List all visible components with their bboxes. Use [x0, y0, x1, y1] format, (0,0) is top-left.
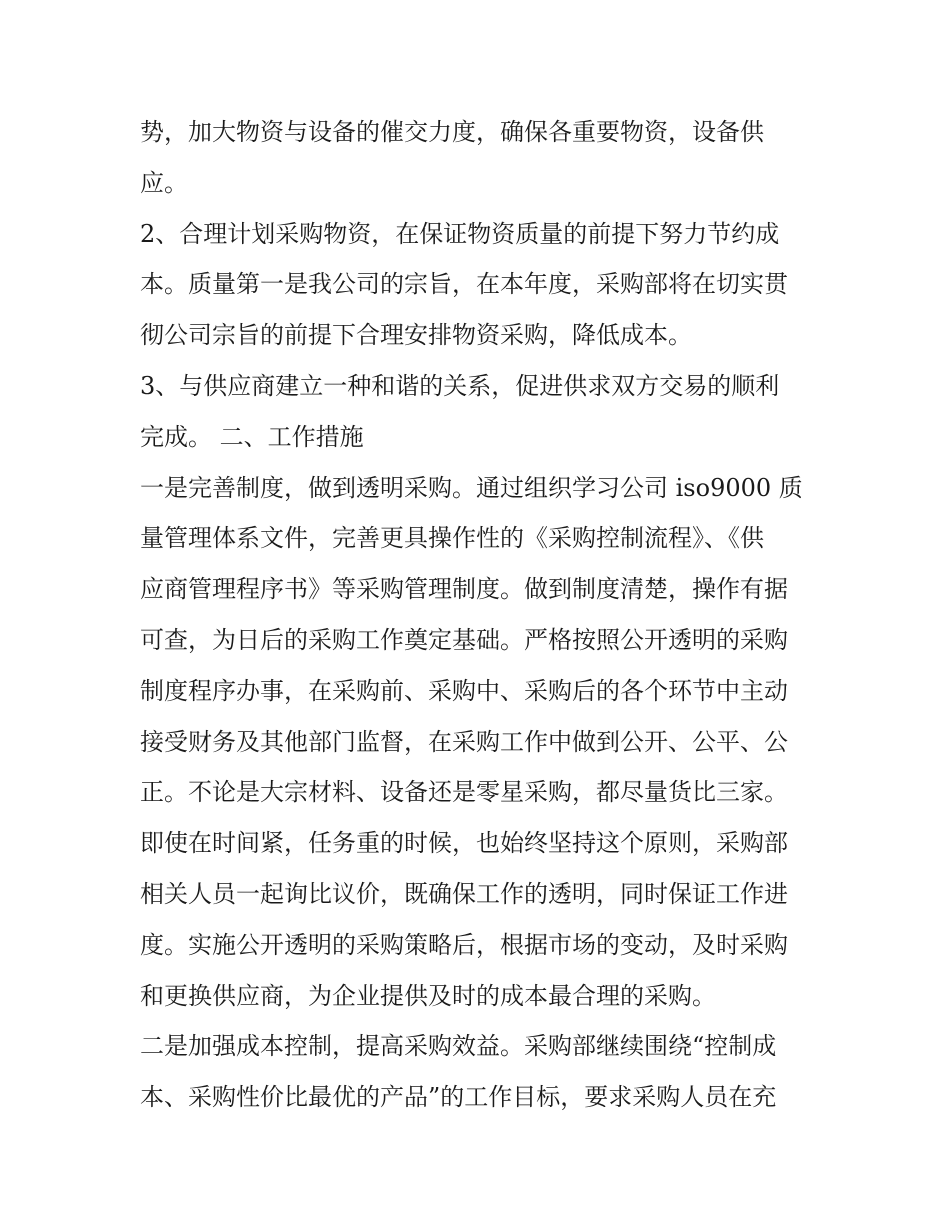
- text-line: 即使在时间紧，任务重的时候，也始终坚持这个原则，采购部: [140, 829, 788, 858]
- text-line: 本。质量第一是我公司的宗旨，在本年度，采购部将在切实贯: [140, 270, 788, 299]
- text-line: 和更换供应商，为企业提供及时的成本最合理的采购。: [140, 981, 716, 1010]
- text-line: 接受财务及其他部门监督，在采购工作中做到公开、公平、公: [140, 727, 788, 756]
- text-line: 2、合理计划采购物资，在保证物资质量的前提下努力节约成: [140, 219, 780, 248]
- text-line: 度。实施公开透明的采购策略后，根据市场的变动，及时采购: [140, 930, 788, 959]
- text-line: 一是完善制度，做到透明采购。通过组织学习公司 iso9000 质: [140, 473, 803, 502]
- text-line: 彻公司宗旨的前提下合理安排物资采购，降低成本。: [140, 321, 692, 350]
- text-line: 势，加大物资与设备的催交力度，确保各重要物资，设备供: [140, 118, 764, 146]
- document-body: [140, 107, 820, 1123]
- text-line: 本、采购性价比最优的产品”的工作目标，要求采购人员在充: [140, 1083, 777, 1112]
- text-line: 应。: [140, 168, 188, 197]
- text-line: 完成。 二、工作措施: [140, 422, 364, 451]
- text-line: 量管理体系文件，完善更具操作性的《采购控制流程》、《供: [140, 524, 764, 553]
- text-line: 正。不论是大宗材料、设备还是零星采购，都尽量货比三家。: [140, 778, 788, 807]
- text-line: 制度程序办事，在采购前、采购中、采购后的各个环节中主动: [140, 676, 788, 705]
- text-line: 可查，为日后的采购工作奠定基础。严格按照公开透明的采购: [140, 625, 788, 654]
- text-line: 应商管理程序书》等采购管理制度。做到制度清楚，操作有据: [140, 575, 788, 604]
- text-line: 二是加强成本控制，提高采购效益。采购部继续围绕“控制成: [140, 1032, 777, 1061]
- text-line: 3、与供应商建立一种和谐的关系，促进供求双方交易的顺利: [140, 371, 780, 400]
- text-line: 相关人员一起询比议价，既确保工作的透明，同时保证工作进: [140, 879, 788, 908]
